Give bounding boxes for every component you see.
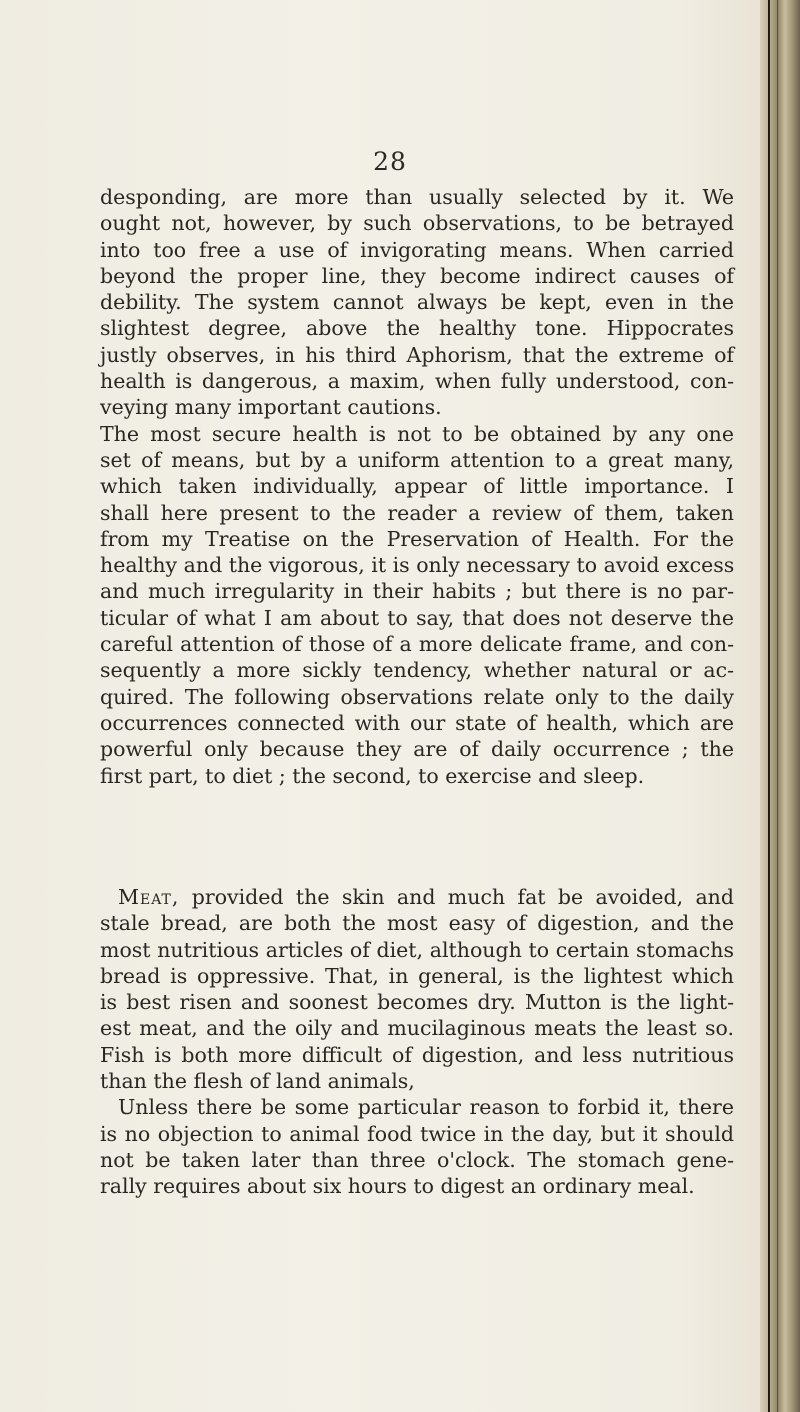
text-line: desponding, are more than usually selected by it. We: [100, 185, 734, 209]
text-line: bread is oppressive. That, in general, is the lightest which: [100, 963, 734, 988]
text-line: than the flesh of land animals,: [100, 1069, 415, 1094]
text-line: healthy and the vigorous, it is only necessary to avoid excess: [100, 553, 735, 578]
text-line: Fish is both more difficult of digestion, and less nutritious: [100, 1042, 734, 1067]
text-block-lower: [100, 884, 734, 1200]
text-line: justly observes, in his third Aphorism, that the extreme of: [100, 342, 734, 367]
text-line: most nutritious articles of diet, although to certain stomachs: [100, 937, 734, 962]
text-line: Unless there be some particular reason to forbid it, there: [118, 1095, 734, 1120]
text-line: shall here present to the reader a review of them, taken: [100, 500, 734, 525]
text-line: into too free a use of invigorating means. When carried: [100, 237, 734, 262]
text-line: rally requires about six hours to digest an ordinary meal.: [100, 1174, 695, 1199]
page-number: 28: [373, 147, 407, 176]
text-line: which taken individually, appear of little importance. I: [100, 474, 734, 499]
text-line: veying many important cautions.: [100, 395, 442, 420]
text-line: from my Treatise on the Preservation of Health. For the: [100, 526, 734, 551]
lead-word: Meat,: [118, 885, 180, 909]
text-line: stale bread, are both the most easy of digestion, and the: [100, 911, 734, 936]
text-line: ticular of what I am about to say, that does not deserve the: [100, 605, 734, 630]
page-edge-line: [777, 0, 778, 1412]
text-line: and much irregularity in their habits ; but there is no par-: [100, 579, 734, 604]
text-line: is best risen and soonest becomes dry. Mutton is the light-: [100, 990, 734, 1015]
text-line: debility. The system cannot always be kept, even in the: [100, 290, 734, 315]
text-fragment: provided the skin and much fat be avoided, and: [179, 885, 734, 909]
text-line: The most secure health is not to be obtained by any one: [100, 421, 734, 446]
text-line: occurrences connected with our state of health, which are: [100, 710, 734, 735]
text-block-upper: [100, 184, 734, 789]
page-binding-edge: [760, 0, 800, 1412]
text-line: sequently a more sickly tendency, whether natural or ac-: [100, 658, 734, 683]
text-line: careful attention of those of a more delicate frame, and con-: [100, 632, 734, 657]
text-line: not be taken later than three o'clock. The stomach gene-: [100, 1147, 734, 1172]
text-line: health is dangerous, a maxim, when fully understood, con-: [100, 369, 734, 394]
text-line: slightest degree, above the healthy tone. Hippocrates: [100, 316, 734, 341]
text-line: set of means, but by a uniform attention to a great many,: [100, 447, 734, 472]
text-line: [100, 884, 734, 910]
text-line: is no objection to animal food twice in the day, but it should: [100, 1121, 734, 1146]
text-line: beyond the proper line, they become indirect causes of: [100, 263, 734, 288]
text-line: powerful only because they are of daily occurrence ; the: [100, 737, 734, 762]
page-edge-shadow: [768, 0, 770, 1412]
text-line: first part, to diet ; the second, to exercise and sleep.: [100, 763, 645, 788]
text-line: est meat, and the oily and mucilaginous meats the least so.: [100, 1016, 734, 1041]
text-line: ought not, however, by such observations, to be betrayed: [100, 211, 734, 236]
text-line: quired. The following observations relate only to the daily: [100, 684, 734, 709]
